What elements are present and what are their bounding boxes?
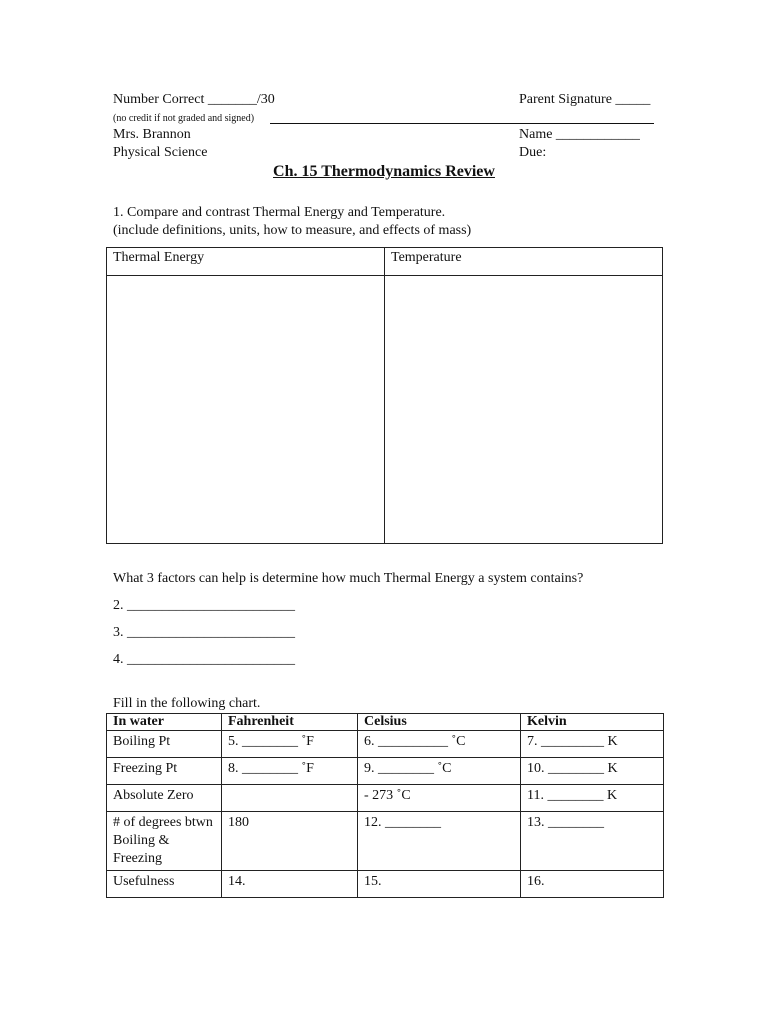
chart-header-fahrenheit: Fahrenheit bbox=[222, 714, 358, 731]
table-row bbox=[107, 785, 664, 812]
answer-13[interactable]: 13. ________ bbox=[521, 812, 664, 871]
chart-header-in-water: In water bbox=[107, 714, 222, 731]
factors-question: What 3 factors can help is determine how much Thermal Energy a system contains? bbox=[113, 571, 584, 586]
compare-table bbox=[106, 247, 663, 544]
answer-7[interactable]: 7. _________ K bbox=[521, 731, 664, 758]
table-row bbox=[107, 812, 664, 871]
table-row bbox=[107, 871, 664, 898]
no-credit-note: (no credit if not graded and signed) bbox=[113, 113, 255, 124]
factor-answer-4[interactable]: 4. ________________________ bbox=[113, 652, 295, 667]
parent-signature: Parent Signature _____ bbox=[519, 92, 651, 107]
answer-12[interactable]: 12. ________ bbox=[358, 812, 521, 871]
answer-11[interactable]: 11. ________ K bbox=[521, 785, 664, 812]
due-date: Due: bbox=[519, 145, 547, 160]
absolute-zero-celsius: - 273 ˚C bbox=[358, 785, 521, 812]
row-label-degrees-between: # of degrees btwn Boiling & Freezing bbox=[107, 812, 222, 871]
table-row bbox=[107, 731, 664, 758]
compare-answer-thermal-energy[interactable] bbox=[107, 276, 385, 544]
row-label-usefulness: Usefulness bbox=[107, 871, 222, 898]
absolute-zero-fahrenheit[interactable] bbox=[222, 785, 358, 812]
factor-answer-3[interactable]: 3. ________________________ bbox=[113, 625, 295, 640]
question-1-instructions: (include definitions, units, how to measure, and effects of mass) bbox=[113, 223, 472, 238]
answer-16[interactable]: 16. bbox=[521, 871, 664, 898]
answer-15[interactable]: 15. bbox=[358, 871, 521, 898]
number-correct: Number Correct _______/30 bbox=[113, 92, 275, 107]
answer-8[interactable]: 8. ________ ˚F bbox=[222, 758, 358, 785]
chart-instructions: Fill in the following chart. bbox=[113, 696, 261, 711]
table-row bbox=[107, 758, 664, 785]
temperature-chart bbox=[106, 713, 664, 898]
question-1-prompt: 1. Compare and contrast Thermal Energy and Temperature. bbox=[113, 205, 446, 220]
factor-answer-2[interactable]: 2. ________________________ bbox=[113, 598, 295, 613]
answer-10[interactable]: 10. ________ K bbox=[521, 758, 664, 785]
row-label-absolute-zero: Absolute Zero bbox=[107, 785, 222, 812]
question-1 bbox=[113, 204, 471, 240]
chart-header-celsius: Celsius bbox=[358, 714, 521, 731]
answer-5[interactable]: 5. ________ ˚F bbox=[222, 731, 358, 758]
header-rule bbox=[270, 123, 654, 124]
row-label-boiling: Boiling Pt bbox=[107, 731, 222, 758]
compare-header-temperature: Temperature bbox=[385, 248, 663, 276]
course-name: Physical Science bbox=[113, 145, 208, 160]
compare-answer-temperature[interactable] bbox=[385, 276, 663, 544]
teacher-name: Mrs. Brannon bbox=[113, 127, 191, 142]
compare-header-thermal-energy: Thermal Energy bbox=[107, 248, 385, 276]
page-title: Ch. 15 Thermodynamics Review bbox=[273, 163, 495, 180]
answer-6[interactable]: 6. __________ ˚C bbox=[358, 731, 521, 758]
student-name-field: Name ____________ bbox=[519, 127, 640, 142]
chart-header-kelvin: Kelvin bbox=[521, 714, 664, 731]
answer-9[interactable]: 9. ________ ˚C bbox=[358, 758, 521, 785]
chart-header-row bbox=[107, 714, 664, 731]
row-label-freezing: Freezing Pt bbox=[107, 758, 222, 785]
answer-14[interactable]: 14. bbox=[222, 871, 358, 898]
degrees-fahrenheit-value: 180 bbox=[222, 812, 358, 871]
